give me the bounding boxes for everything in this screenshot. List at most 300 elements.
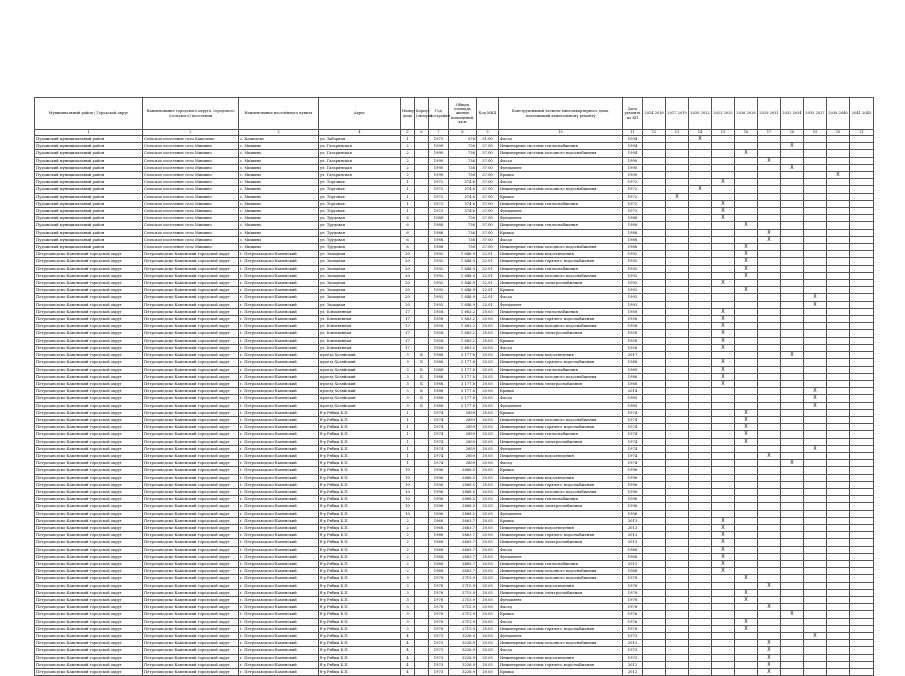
table-row bbox=[35, 193, 874, 200]
cell-area: 576 bbox=[449, 136, 477, 143]
period-cell bbox=[781, 236, 804, 243]
period-mark: X bbox=[758, 229, 781, 236]
period-cell bbox=[850, 661, 874, 668]
period-cell bbox=[804, 532, 827, 539]
cell-locality: г. Петрозаводско-Каменский bbox=[239, 366, 319, 373]
cell-house: 20 bbox=[401, 251, 415, 258]
cell-year: 1968 bbox=[429, 568, 449, 575]
period-cell bbox=[804, 575, 827, 582]
period-cell bbox=[850, 244, 874, 251]
cell-street: ул. Торговая bbox=[319, 193, 401, 200]
period-cell bbox=[827, 150, 850, 157]
period-cell bbox=[666, 467, 689, 474]
cell-street: б-р Рябцы Б.П. bbox=[319, 524, 401, 531]
period-cell bbox=[735, 380, 758, 387]
cell-street: ул. Гагаринская bbox=[319, 157, 401, 164]
cell-year: 1988 bbox=[429, 244, 449, 251]
period-cell bbox=[758, 395, 781, 402]
period-cell bbox=[804, 416, 827, 423]
cell-code: 20.03 bbox=[477, 402, 499, 409]
cell-year: 1968 bbox=[429, 524, 449, 531]
cell-ymark: 2013 bbox=[623, 517, 643, 524]
period-cell bbox=[804, 258, 827, 265]
cell-settlement: Петрозаводско-Каменский городской округ bbox=[143, 633, 239, 640]
period-cell bbox=[758, 272, 781, 279]
cell-settlement: Сельское поселение село Мишино bbox=[143, 179, 239, 186]
period-cell bbox=[735, 301, 758, 308]
period-cell bbox=[643, 301, 666, 308]
period-cell bbox=[735, 337, 758, 344]
cell-settlement: Петрозаводско-Каменский городской округ bbox=[143, 604, 239, 611]
cell-code: 20.03 bbox=[477, 604, 499, 611]
cell-locality: с. Мишино bbox=[239, 172, 319, 179]
cell-house: 2 bbox=[401, 164, 415, 171]
cell-district: Петрозаводско-Каменский городской округ bbox=[35, 330, 143, 337]
period-cell bbox=[804, 164, 827, 171]
period-cell bbox=[850, 323, 874, 330]
period-cell bbox=[735, 164, 758, 171]
period-cell bbox=[781, 265, 804, 272]
period-cell bbox=[666, 661, 689, 668]
period-cell bbox=[666, 337, 689, 344]
period-cell bbox=[804, 330, 827, 337]
cell-settlement: Петрозаводско-Каменский городской округ bbox=[143, 539, 239, 546]
period-cell bbox=[643, 481, 666, 488]
period-mark: X bbox=[781, 164, 804, 171]
cell-year: 1996 bbox=[429, 474, 449, 481]
cell-area: 736 bbox=[449, 236, 477, 243]
cell-locality: с. Кашелево bbox=[239, 136, 319, 143]
period-cell bbox=[666, 388, 689, 395]
period-mark: X bbox=[758, 647, 781, 654]
cell-year: 1978 bbox=[429, 582, 449, 589]
period-cell bbox=[643, 208, 666, 215]
cell-settlement: Петрозаводско-Каменский городской округ bbox=[143, 388, 239, 395]
cell-year: 1988 bbox=[429, 222, 449, 229]
table-body bbox=[35, 136, 874, 676]
cell-element: Инженерные системы теплоснабжения bbox=[499, 308, 623, 315]
cell-corp bbox=[415, 179, 429, 186]
cell-district: Петрозаводско-Каменский городской округ bbox=[35, 589, 143, 596]
cell-settlement: Петрозаводско-Каменский городской округ bbox=[143, 287, 239, 294]
period-cell bbox=[827, 575, 850, 582]
cell-settlement: Петрозаводско-Каменский городской округ bbox=[143, 402, 239, 409]
period-cell bbox=[827, 366, 850, 373]
cell-code: 20.03 bbox=[477, 510, 499, 517]
period-cell bbox=[758, 164, 781, 171]
period-cell bbox=[689, 287, 712, 294]
cell-year: 1988 bbox=[429, 352, 449, 359]
cell-settlement: Сельское поселение село Мишино bbox=[143, 229, 239, 236]
period-cell bbox=[804, 611, 827, 618]
period-cell bbox=[758, 524, 781, 531]
cell-ymark: 1992 bbox=[623, 287, 643, 294]
cell-house: 3 bbox=[401, 388, 415, 395]
period-cell bbox=[689, 654, 712, 661]
period-cell bbox=[643, 452, 666, 459]
period-cell bbox=[689, 316, 712, 323]
cell-element: Инженерные системы электроснабжения bbox=[499, 380, 623, 387]
cell-locality: г. Петрозаводско-Каменский bbox=[239, 474, 319, 481]
cell-year: 1992 bbox=[429, 272, 449, 279]
cell-year: 1958 bbox=[429, 330, 449, 337]
period-cell bbox=[827, 510, 850, 517]
cell-code: 20.03 bbox=[477, 388, 499, 395]
period-cell bbox=[712, 244, 735, 251]
period-mark: X bbox=[712, 553, 735, 560]
period-cell bbox=[781, 222, 804, 229]
period-mark: X bbox=[735, 597, 758, 604]
period-cell bbox=[827, 517, 850, 524]
cell-year: 1988 bbox=[429, 359, 449, 366]
cell-area: 2868.5 bbox=[449, 503, 477, 510]
period-cell bbox=[643, 136, 666, 143]
cell-ymark: 2012 bbox=[623, 661, 643, 668]
period-cell bbox=[804, 647, 827, 654]
period-cell bbox=[827, 388, 850, 395]
period-cell bbox=[666, 179, 689, 186]
cell-street: б-р Рябцы Б.П. bbox=[319, 503, 401, 510]
cell-locality: г. Петрозаводско-Каменский bbox=[239, 582, 319, 589]
cell-corp bbox=[415, 143, 429, 150]
cell-code: 20.03 bbox=[477, 589, 499, 596]
period-cell bbox=[781, 560, 804, 567]
cell-element: Инженерные системы электроснабжения bbox=[499, 438, 623, 445]
period-cell bbox=[827, 395, 850, 402]
cell-house: 2 bbox=[401, 150, 415, 157]
period-cell bbox=[758, 359, 781, 366]
cell-year: 1974 bbox=[429, 416, 449, 423]
cell-settlement: Петрозаводско-Каменский городской округ bbox=[143, 301, 239, 308]
cell-corp bbox=[415, 215, 429, 222]
cell-area: 2715.9 bbox=[449, 597, 477, 604]
period-cell bbox=[689, 208, 712, 215]
period-cell bbox=[643, 143, 666, 150]
period-cell bbox=[850, 143, 874, 150]
cell-street: ул. Трудовая bbox=[319, 244, 401, 251]
period-cell bbox=[804, 553, 827, 560]
period-cell bbox=[758, 143, 781, 150]
table-row bbox=[35, 503, 874, 510]
cell-locality: г. Петрозаводско-Каменский bbox=[239, 402, 319, 409]
period-cell bbox=[827, 474, 850, 481]
period-cell bbox=[758, 539, 781, 546]
cell-locality: с. Мишино bbox=[239, 215, 319, 222]
cell-element: Фасад bbox=[499, 157, 623, 164]
period-cell bbox=[666, 215, 689, 222]
cell-element: Инженерные системы водоотведения bbox=[499, 524, 623, 531]
period-cell bbox=[781, 654, 804, 661]
period-cell bbox=[643, 532, 666, 539]
period-cell bbox=[781, 424, 804, 431]
cell-element: Инженерные системы холодного водоснабжения bbox=[499, 186, 623, 193]
period-cell bbox=[804, 157, 827, 164]
cell-code: 22.01 bbox=[477, 258, 499, 265]
period-cell bbox=[689, 229, 712, 236]
cell-district: Петрозаводско-Каменский городской округ bbox=[35, 380, 143, 387]
period-cell bbox=[827, 481, 850, 488]
period-cell bbox=[735, 452, 758, 459]
cell-locality: г. Петрозаводско-Каменский bbox=[239, 532, 319, 539]
period-cell bbox=[643, 546, 666, 553]
period-cell bbox=[758, 301, 781, 308]
cell-element: Крыша bbox=[499, 669, 623, 676]
cell-house: 10 bbox=[401, 481, 415, 488]
cell-code: 20.03 bbox=[477, 474, 499, 481]
period-cell bbox=[850, 524, 874, 531]
cell-code: 20.03 bbox=[477, 633, 499, 640]
period-cell bbox=[689, 467, 712, 474]
period-cell bbox=[827, 532, 850, 539]
period-mark: X bbox=[689, 136, 712, 143]
table-row bbox=[35, 215, 874, 222]
cell-corp bbox=[415, 510, 429, 517]
period-cell bbox=[643, 157, 666, 164]
cell-corp bbox=[415, 474, 429, 481]
table-row bbox=[35, 532, 874, 539]
period-cell bbox=[827, 633, 850, 640]
period-cell bbox=[758, 488, 781, 495]
cell-house: 20 bbox=[401, 258, 415, 265]
period-cell bbox=[666, 604, 689, 611]
period-cell bbox=[666, 244, 689, 251]
cell-street: ул. Гагаринская bbox=[319, 164, 401, 171]
period-cell bbox=[689, 366, 712, 373]
cell-district: Петрозаводско-Каменский городской округ bbox=[35, 344, 143, 351]
period-cell bbox=[781, 380, 804, 387]
period-cell bbox=[666, 208, 689, 215]
period-cell bbox=[850, 352, 874, 359]
period-cell bbox=[643, 467, 666, 474]
period-cell bbox=[689, 344, 712, 351]
cell-element: Инженерные системы горячего водоснабжения bbox=[499, 424, 623, 431]
cell-corp bbox=[415, 280, 429, 287]
cell-district: Петрозаводско-Каменский городской округ bbox=[35, 496, 143, 503]
period-cell bbox=[666, 568, 689, 575]
column-header: 2041 2043 bbox=[850, 98, 874, 130]
cell-house: 17 bbox=[401, 344, 415, 351]
table-row bbox=[35, 452, 874, 459]
cell-ymark: 1978 bbox=[623, 604, 643, 611]
cell-year: 1990 bbox=[429, 143, 449, 150]
period-cell bbox=[689, 669, 712, 676]
period-cell bbox=[827, 611, 850, 618]
cell-element: Инженерные системы водоотведения bbox=[499, 582, 623, 589]
cell-area: 2859 bbox=[449, 416, 477, 423]
cell-locality: г. Петрозаводско-Каменский bbox=[239, 524, 319, 531]
cell-locality: г. Петрозаводско-Каменский bbox=[239, 344, 319, 351]
table-row bbox=[35, 496, 874, 503]
period-cell bbox=[758, 560, 781, 567]
cell-street: ул. Торговая bbox=[319, 186, 401, 193]
cell-code: 20.03 bbox=[477, 445, 499, 452]
cell-code: 20.03 bbox=[477, 359, 499, 366]
period-cell bbox=[735, 186, 758, 193]
period-cell bbox=[666, 395, 689, 402]
cell-element: Крыша bbox=[499, 388, 623, 395]
period-cell bbox=[712, 488, 735, 495]
period-cell bbox=[666, 669, 689, 676]
cell-street: б-р Рябцы Б.П. bbox=[319, 560, 401, 567]
cell-house: 1 bbox=[401, 200, 415, 207]
cell-ymark: 1973 bbox=[623, 633, 643, 640]
period-cell bbox=[827, 136, 850, 143]
period-cell bbox=[781, 208, 804, 215]
cell-element: Фасад bbox=[499, 236, 623, 243]
period-cell bbox=[781, 373, 804, 380]
cell-street: б-р Рябцы Б.П. bbox=[319, 604, 401, 611]
cell-ymark: 1996 bbox=[623, 496, 643, 503]
period-cell bbox=[758, 200, 781, 207]
period-cell bbox=[666, 301, 689, 308]
cell-settlement: Петрозаводско-Каменский городской округ bbox=[143, 258, 239, 265]
period-cell bbox=[850, 229, 874, 236]
cell-year: 1990 bbox=[429, 157, 449, 164]
cell-settlement: Петрозаводско-Каменский городской округ bbox=[143, 524, 239, 531]
period-cell bbox=[735, 323, 758, 330]
cell-element: Инженерные системы водоотведения bbox=[499, 251, 623, 258]
period-cell bbox=[850, 625, 874, 632]
period-cell bbox=[804, 366, 827, 373]
table-row bbox=[35, 661, 874, 668]
cell-district: Петрозаводско-Каменский городской округ bbox=[35, 431, 143, 438]
period-cell bbox=[666, 416, 689, 423]
period-cell bbox=[850, 157, 874, 164]
period-cell bbox=[666, 294, 689, 301]
cell-corp bbox=[415, 568, 429, 575]
cell-district: Петрозаводско-Каменский городской округ bbox=[35, 280, 143, 287]
period-cell bbox=[643, 460, 666, 467]
period-cell bbox=[781, 301, 804, 308]
cell-settlement: Петрозаводско-Каменский городской округ bbox=[143, 640, 239, 647]
period-cell bbox=[850, 618, 874, 625]
period-cell bbox=[758, 222, 781, 229]
period-cell bbox=[689, 272, 712, 279]
period-cell bbox=[850, 373, 874, 380]
cell-street: ул. Клюквенная bbox=[319, 308, 401, 315]
cell-house: 4 bbox=[401, 669, 415, 676]
cell-code: 20.03 bbox=[477, 503, 499, 510]
cell-settlement: Петрозаводско-Каменский городской округ bbox=[143, 431, 239, 438]
period-cell bbox=[804, 604, 827, 611]
period-cell bbox=[804, 208, 827, 215]
table-row bbox=[35, 524, 874, 531]
period-cell bbox=[827, 323, 850, 330]
cell-district: Пудожский муниципальный район bbox=[35, 179, 143, 186]
period-cell bbox=[712, 272, 735, 279]
period-cell bbox=[758, 575, 781, 582]
period-cell bbox=[758, 424, 781, 431]
cell-district: Петрозаводско-Каменский городской округ bbox=[35, 438, 143, 445]
cell-area: 2859 bbox=[449, 460, 477, 467]
cell-year: 1968 bbox=[429, 553, 449, 560]
period-cell bbox=[850, 179, 874, 186]
cell-house: 20 bbox=[401, 301, 415, 308]
period-cell bbox=[827, 272, 850, 279]
cell-code: 20.03 bbox=[477, 416, 499, 423]
period-cell bbox=[643, 582, 666, 589]
period-cell bbox=[758, 337, 781, 344]
period-cell bbox=[804, 265, 827, 272]
cell-code: 20.03 bbox=[477, 553, 499, 560]
period-cell bbox=[827, 380, 850, 387]
cell-element: Инженерные системы холодного водоснабжения bbox=[499, 373, 623, 380]
table-row bbox=[35, 625, 874, 632]
cell-settlement: Сельское поселение село Мишино bbox=[143, 186, 239, 193]
cell-locality: г. Петрозаводско-Каменский bbox=[239, 258, 319, 265]
period-cell bbox=[804, 229, 827, 236]
cell-code: 37.00 bbox=[477, 186, 499, 193]
period-cell bbox=[666, 316, 689, 323]
cell-house: 20 bbox=[401, 294, 415, 301]
cell-area: 1 683.2 bbox=[449, 337, 477, 344]
cell-settlement: Петрозаводско-Каменский городской округ bbox=[143, 589, 239, 596]
column-header: Муниципальный район / Городской округ bbox=[35, 98, 143, 130]
cell-locality: г. Петрозаводско-Каменский bbox=[239, 445, 319, 452]
period-cell bbox=[850, 280, 874, 287]
period-cell bbox=[689, 330, 712, 337]
period-cell bbox=[666, 323, 689, 330]
cell-ymark: 1968 bbox=[623, 546, 643, 553]
period-cell bbox=[689, 236, 712, 243]
period-cell bbox=[643, 244, 666, 251]
cell-area: 3 177.8 bbox=[449, 388, 477, 395]
cell-settlement: Петрозаводско-Каменский городской округ bbox=[143, 647, 239, 654]
period-cell bbox=[781, 287, 804, 294]
period-cell bbox=[827, 625, 850, 632]
period-cell bbox=[850, 431, 874, 438]
cell-district: Петрозаводско-Каменский городской округ bbox=[35, 287, 143, 294]
cell-corp bbox=[415, 416, 429, 423]
cell-district: Петрозаводско-Каменский городской округ bbox=[35, 539, 143, 546]
cell-corp bbox=[415, 589, 429, 596]
cell-street: б-р Рябцы Б.П. bbox=[319, 510, 401, 517]
cell-area: 2663.7 bbox=[449, 524, 477, 531]
period-cell bbox=[689, 661, 712, 668]
period-mark: X bbox=[827, 172, 850, 179]
cell-area: 3 177.8 bbox=[449, 366, 477, 373]
period-cell bbox=[666, 136, 689, 143]
period-cell bbox=[850, 208, 874, 215]
period-cell bbox=[827, 330, 850, 337]
cell-settlement: Сельское поселение село Мишино bbox=[143, 244, 239, 251]
period-cell bbox=[781, 589, 804, 596]
cell-street: б-р Рябцы Б.П. bbox=[319, 611, 401, 618]
cell-ymark: 1989 bbox=[623, 366, 643, 373]
cell-corp bbox=[415, 604, 429, 611]
period-cell bbox=[689, 517, 712, 524]
cell-code: 37.00 bbox=[477, 236, 499, 243]
period-cell bbox=[781, 244, 804, 251]
cell-settlement: Петрозаводско-Каменский городской округ bbox=[143, 560, 239, 567]
period-cell bbox=[712, 229, 735, 236]
column-number: 2 bbox=[143, 130, 239, 136]
period-cell bbox=[735, 373, 758, 380]
period-cell bbox=[689, 200, 712, 207]
period-cell bbox=[666, 280, 689, 287]
cell-year: 1974 bbox=[429, 460, 449, 467]
cell-area: 2859 bbox=[449, 424, 477, 431]
period-cell bbox=[827, 503, 850, 510]
period-cell bbox=[758, 510, 781, 517]
cell-code: 20.03 bbox=[477, 654, 499, 661]
period-cell bbox=[643, 503, 666, 510]
cell-year: 1996 bbox=[429, 510, 449, 517]
period-cell bbox=[827, 618, 850, 625]
period-cell bbox=[643, 597, 666, 604]
period-cell bbox=[758, 481, 781, 488]
period-cell bbox=[689, 431, 712, 438]
